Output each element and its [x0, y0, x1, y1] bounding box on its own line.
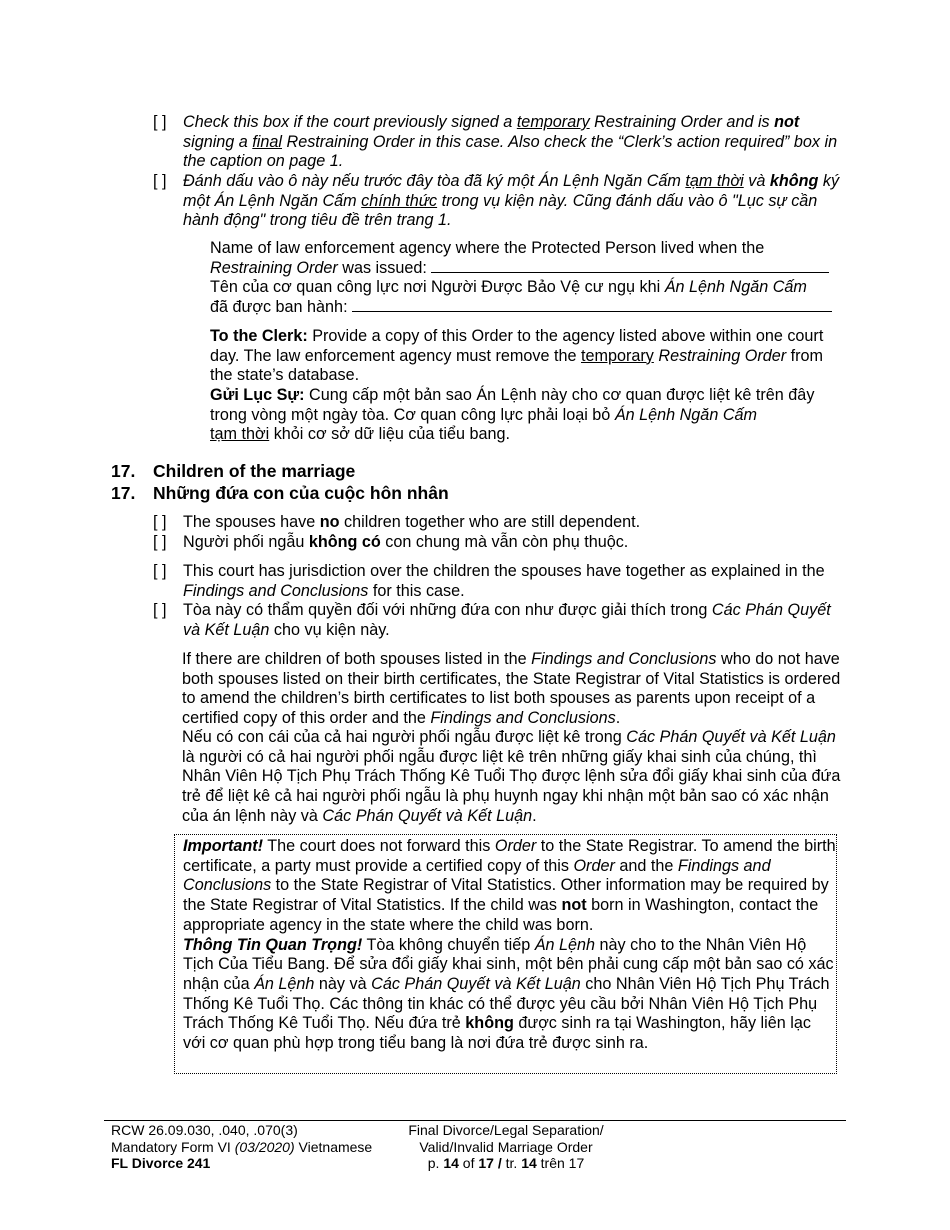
checkbox-label: This court has jurisdiction over the children the spouses have together as explained in the Findings and Conclusions for this case. — [183, 562, 825, 600]
clerk-instruction-vi: Gửi Lục Sự: Cung cấp một bản sao Án Lệnh này cho cơ quan được liệt kê trên đây trong vòng một ngày tòa. Cơ quan công lực phải loại bỏ Án Lệnh Ngăn Cấm tạm thời khỏi cơ sở dữ liệu của tiểu bang. — [210, 386, 815, 444]
checkbox-no-children-vi[interactable]: [ ] — [153, 533, 167, 551]
birth-certificate-paragraph-en: If there are children of both spouses listed in the Findings and Conclusions who do not have both spouses listed on their birth certificates, the State Registrar of Vital Statistics is ordered to amend the children’s birth certificates to list both spouses as parents upon receipt of a certified copy of this order and the Findings and Conclusions. — [182, 650, 841, 728]
footer-title-line2: Valid/Invalid Marriage Order — [419, 1138, 593, 1155]
agency-label-en: Name of law enforcement agency where the Protected Person lived when the Restraining Order was issued: — [210, 239, 840, 278]
section-heading-en: 17. Children of the marriage — [111, 461, 356, 481]
important-notice-en: Important! The court does not forward this Order to the State Registrar. To amend the birth certificate, a party must provide a certified copy of this Order and the Findings and Conclusions to the State Registrar of Vital Statistics. Other information may be required by the State Registrar of Vital Statistics. If the child was not born in Washington, contact the appropriate agency in the state where the child was born. — [183, 837, 836, 934]
agency-name-field — [210, 239, 840, 318]
footer-form-id: FL Divorce 241 — [111, 1155, 211, 1171]
agency-name-input[interactable] — [431, 272, 829, 273]
footer-center — [400, 1122, 612, 1172]
footer-rcw: RCW 26.09.030, .040, .070(3) — [111, 1122, 298, 1138]
checkbox-temporary-order-vi[interactable]: [ ] — [153, 172, 167, 190]
checkbox-no-children[interactable]: [ ] — [153, 513, 167, 531]
footer-form: Mandatory Form VI (03/2020) Vietnamese — [111, 1138, 373, 1155]
checkbox-label-vi: Tòa này có thẩm quyền đối với những đứa con như được giải thích trong Các Phán Quyết và Kết Luận cho vụ kiện này. — [183, 601, 831, 639]
checkbox-label: Check this box if the court previously signed a temporary Restraining Order and is not signing a final Restraining Order in this case. Also check the “Clerk’s action required” box in the caption on page 1. — [183, 113, 838, 171]
checkbox-temporary-order[interactable]: [ ] — [153, 113, 167, 131]
footer-page-number: p. 14 of 17 / tr. 14 trên 17 — [427, 1155, 585, 1171]
important-notice-box — [174, 834, 837, 1074]
important-notice-vi: Thông Tin Quan Trọng! Tòa không chuyển tiếp Án Lệnh này cho to the Nhân Viên Hộ Tịch Của Tiểu Bang. Để sửa đổi giấy khai sinh, một bên phải cung cấp một bản sao có xác nhận của Án Lệnh này và Các Phán Quyết và Kết Luận cho Nhân Viên Hộ Tịch Phụ Trách Thống Kê Tuổi Thọ. Các thông tin khác có thể được yêu cầu bởi Nhân Viên Hộ Tịch Phụ Trách Thống Kê Tuổi Thọ. Nếu đứa trẻ không được sinh ra tại Washington, hãy liên lạc với cơ quan phù hợp trong tiểu bang là nơi đứa trẻ được sinh ra. — [183, 935, 834, 1053]
checkbox-label-vi: Người phối ngẫu không có con chung mà vẫn còn phụ thuộc. — [183, 533, 629, 551]
section-heading-vi: 17. Những đứa con của cuộc hôn nhân — [111, 483, 449, 503]
checkbox-label-vi: Đánh dấu vào ô này nếu trước đây tòa đã ký một Án Lệnh Ngăn Cấm tạm thời và không ký một Án Lệnh Ngăn Cấm chính thức trong vụ kiện này. Cũng đánh dấu vào ô "Lục sự cần hành động" trong tiêu đề trên trang 1. — [183, 172, 840, 230]
footer-title-line1: Final Divorce/Legal Separation/ — [408, 1122, 604, 1138]
agency-name-input-vi[interactable] — [352, 311, 832, 312]
checkbox-label: The spouses have no children together who are still dependent. — [183, 513, 641, 531]
checkbox-jurisdiction-vi[interactable]: [ ] — [153, 601, 167, 619]
agency-label-vi-line2: đã được ban hành: — [210, 298, 840, 318]
agency-label-vi: Tên của cơ quan công lực nơi Người Được Bảo Vệ cư ngụ khi Án Lệnh Ngăn Cấm — [210, 278, 807, 297]
checkbox-jurisdiction[interactable]: [ ] — [153, 562, 167, 580]
clerk-instruction-en: To the Clerk: Provide a copy of this Order to the agency listed above within one court day. The law enforcement agency must remove the temporary Restraining Order from the state’s database. — [210, 327, 824, 385]
birth-certificate-paragraph-vi: Nếu có con cái của cả hai người phối ngẫu được liệt kê trong Các Phán Quyết và Kết Luận là người có cả hai người phối ngẫu được liệt kê trên những giấy khai sinh của chúng, thì Nhân Viên Hộ Tịch Phụ Trách Thống Kê Tuổi Thọ được lệnh sửa đổi giấy khai sinh của đứa trẻ để liệt kê cả hai người phối ngẫu là phụ huynh ngay khi nhận một bản sao có xác nhận của án lệnh này và Các Phán Quyết và Kết Luận. — [182, 728, 841, 825]
footer-left — [111, 1122, 372, 1172]
footer-divider — [104, 1120, 846, 1121]
